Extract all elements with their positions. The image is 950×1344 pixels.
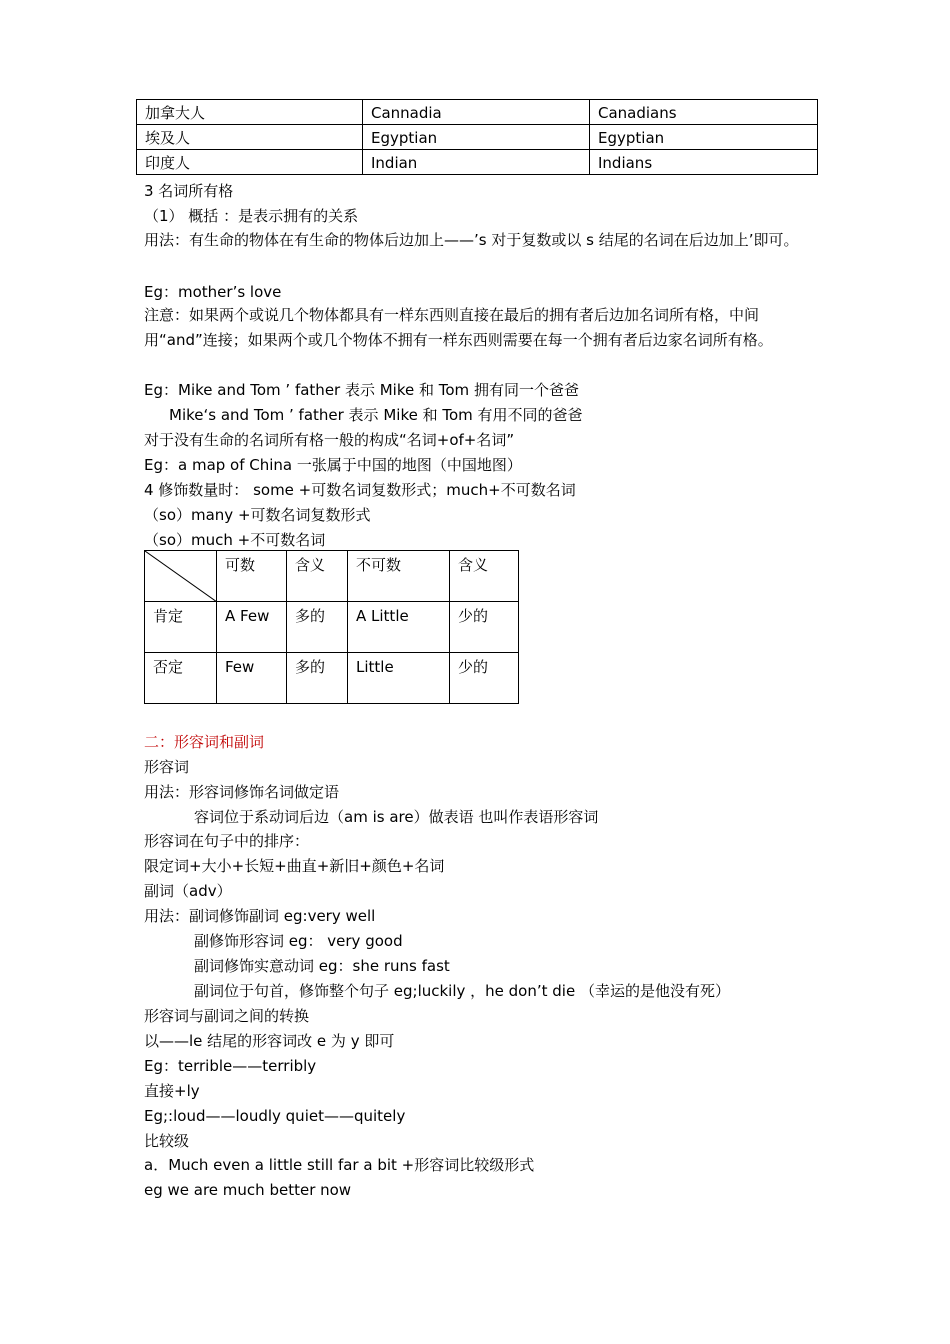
text-line: Eg：Mike and Tom ’ father 表示 Mike 和 Tom 拥有同一个爸爸 bbox=[144, 381, 579, 399]
text-line: 用法：副词修饰副词 eg:very well bbox=[144, 907, 376, 925]
diagonal-header-cell bbox=[145, 551, 217, 602]
text-line: 形容词与副词之间的转换 bbox=[144, 1007, 310, 1025]
text-line: 副词位于句首，修饰整个句子 eg;luckily ，he don’t die （幸运的是他没有死） bbox=[194, 982, 730, 1000]
text-line: Eg;:loud——loudly quiet——quitely bbox=[144, 1107, 406, 1125]
text-line: 副词（adv） bbox=[144, 882, 232, 900]
table-header: 不可数 bbox=[348, 551, 450, 602]
table-cell: 否定 bbox=[145, 653, 217, 704]
text-line: 直接+ly bbox=[144, 1082, 200, 1100]
table-row bbox=[145, 653, 519, 704]
table-cell: Cannadia bbox=[363, 100, 590, 125]
text-line: Mike‘s and Tom ’ father 表示 Mike 和 Tom 有用不同的爸爸 bbox=[169, 406, 583, 424]
section-heading: 4 修饰数量时： some +可数名词复数形式；much+不可数名词 bbox=[144, 481, 576, 499]
table-cell: Indian bbox=[363, 150, 590, 175]
table-cell: Egyptian bbox=[590, 125, 818, 150]
table-row bbox=[145, 602, 519, 653]
quantity-table bbox=[144, 550, 519, 704]
text-line: （1） 概括 ：是表示拥有的关系 bbox=[144, 207, 359, 225]
paragraph: 用法：有生命的物体在有生命的物体后边加上——’s 对于复数或以 s 结尾的名词在后边加上’即可。 bbox=[144, 231, 799, 249]
text-line: 以——le 结尾的形容词改 e 为 y 即可 bbox=[144, 1032, 395, 1050]
text-line: Eg：terrible——terribly bbox=[144, 1057, 317, 1075]
section-heading: 3 名词所有格 bbox=[144, 182, 234, 200]
text-line: 副词修饰实意动词 eg：she runs fast bbox=[194, 957, 450, 975]
table-row bbox=[137, 125, 818, 150]
table-cell: 加拿大人 bbox=[137, 100, 363, 125]
text-line: （so）many +可数名词复数形式 bbox=[144, 506, 371, 524]
table-cell: A Few bbox=[217, 602, 287, 653]
paragraph: 注意：如果两个或说几个物体都具有一样东西则直接在最后的拥有者后边加名词所有格，中间用“and”连接；如果两个或几个物体不拥有一样东西则需要在每一个拥有者后边家名词所有格。 bbox=[144, 306, 773, 349]
table-header-row bbox=[145, 551, 519, 602]
table-cell: Indians bbox=[590, 150, 818, 175]
text-line: （so）much +不可数名词 bbox=[144, 531, 326, 549]
text-line: Eg：a map of China 一张属于中国的地图（中国地图） bbox=[144, 456, 522, 474]
table-cell: 埃及人 bbox=[137, 125, 363, 150]
table-cell: A Little bbox=[348, 602, 450, 653]
table-cell: Canadians bbox=[590, 100, 818, 125]
table-cell: 多的 bbox=[287, 653, 348, 704]
nationality-table bbox=[136, 99, 818, 175]
table-row bbox=[137, 100, 818, 125]
table-cell: 肯定 bbox=[145, 602, 217, 653]
text-line: 用法：形容词修饰名词做定语 bbox=[144, 783, 340, 801]
table-header: 含义 bbox=[450, 551, 519, 602]
text-line: 副修饰形容词 eg： very good bbox=[194, 932, 403, 950]
text-line: 限定词+大小+长短+曲直+新旧+颜色+名词 bbox=[144, 857, 445, 875]
text-line: 形容词在句子中的排序： bbox=[144, 832, 310, 850]
table-cell: 多的 bbox=[287, 602, 348, 653]
diagonal-line bbox=[145, 551, 217, 602]
table-cell: 少的 bbox=[450, 653, 519, 704]
text-line: 形容词 bbox=[144, 758, 190, 776]
table-cell: Little bbox=[348, 653, 450, 704]
text-line: 容词位于系动词后边（am is are）做表语 也叫作表语形容词 bbox=[194, 808, 599, 826]
section-title: 二：形容词和副词 bbox=[144, 733, 265, 751]
text-line: 对于没有生命的名词所有格一般的构成“名词+of+名词” bbox=[144, 431, 515, 449]
table-header: 可数 bbox=[217, 551, 287, 602]
table-cell: 印度人 bbox=[137, 150, 363, 175]
text-line: Eg：mother’s love bbox=[144, 283, 282, 301]
table-cell: 少的 bbox=[450, 602, 519, 653]
table-cell: Few bbox=[217, 653, 287, 704]
text-line: 比较级 bbox=[144, 1132, 190, 1150]
table-cell: Egyptian bbox=[363, 125, 590, 150]
text-line: a．Much even a little still far a bit +形容词比较级形式 bbox=[144, 1156, 535, 1174]
text-line: eg we are much better now bbox=[144, 1181, 352, 1199]
table-header: 含义 bbox=[287, 551, 348, 602]
table-row bbox=[137, 150, 818, 175]
